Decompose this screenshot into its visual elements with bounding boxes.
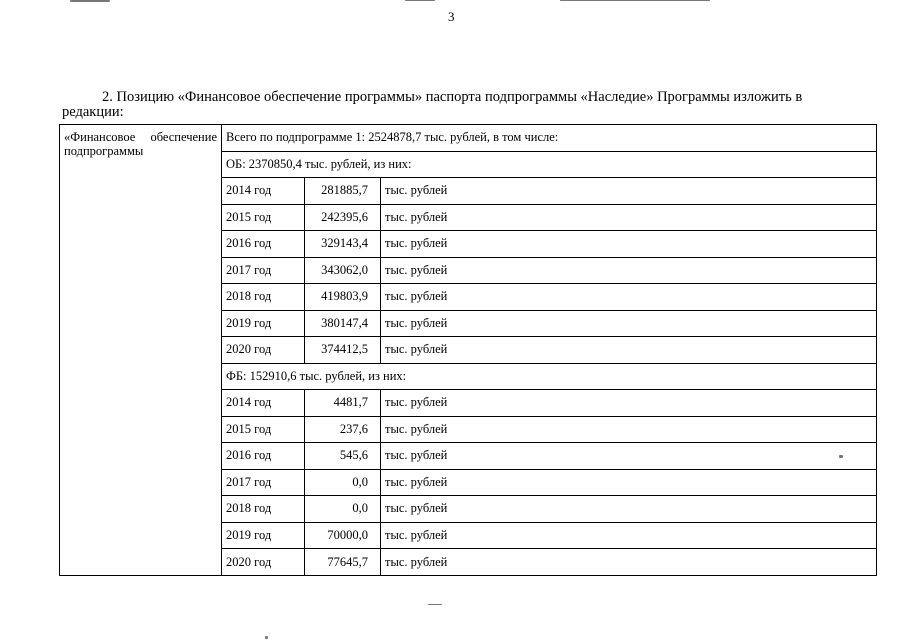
unit-cell: тыс. рублей	[381, 284, 877, 311]
unit-cell: тыс. рублей	[381, 549, 877, 576]
value-cell: 70000,0	[305, 522, 381, 549]
year-cell: 2016 год	[222, 443, 305, 470]
unit-cell: тыс. рублей	[381, 310, 877, 337]
value-cell: 242395,6	[305, 204, 381, 231]
unit-cell: тыс. рублей	[381, 337, 877, 364]
unit-cell: тыс. рублей	[381, 178, 877, 205]
year-cell: 2017 год	[222, 469, 305, 496]
year-cell: 2015 год	[222, 204, 305, 231]
year-cell: 2019 год	[222, 522, 305, 549]
unit-cell: тыс. рублей	[381, 496, 877, 523]
table-row	[60, 125, 877, 152]
year-cell: 2020 год	[222, 549, 305, 576]
year-cell: 2018 год	[222, 284, 305, 311]
year-cell: 2015 год	[222, 416, 305, 443]
value-cell: 380147,4	[305, 310, 381, 337]
scan-mark	[405, 0, 435, 1]
value-cell: 0,0	[305, 496, 381, 523]
year-cell: 2019 год	[222, 310, 305, 337]
unit-cell: тыс. рублей	[381, 231, 877, 258]
intro-paragraph: 2. Позицию «Финансовое обеспечение программы» паспорта подпрограммы «Наследие» Программы изложить в редакции:	[62, 89, 803, 120]
scan-mark	[70, 0, 110, 2]
page-number: 3	[448, 9, 455, 24]
value-cell: 545,6	[305, 443, 381, 470]
unit-cell: тыс. рублей	[381, 416, 877, 443]
unit-cell: тыс. рублей	[381, 469, 877, 496]
unit-cell: тыс. рублей	[381, 443, 877, 470]
scan-mark	[560, 0, 710, 1]
value-cell: 0,0	[305, 469, 381, 496]
scan-mark	[265, 636, 268, 639]
value-cell: 419803,9	[305, 284, 381, 311]
value-cell: 77645,7	[305, 549, 381, 576]
ob-summary-row: ОБ: 2370850,4 тыс. рублей, из них:	[222, 151, 877, 178]
fb-summary-row: ФБ: 152910,6 тыс. рублей, из них:	[222, 363, 877, 390]
value-cell: 237,6	[305, 416, 381, 443]
value-cell: 281885,7	[305, 178, 381, 205]
year-cell: 2017 год	[222, 257, 305, 284]
year-cell: 2014 год	[222, 178, 305, 205]
unit-cell: тыс. рублей	[381, 390, 877, 417]
year-cell: 2020 год	[222, 337, 305, 364]
value-cell: 374412,5	[305, 337, 381, 364]
scan-mark	[428, 604, 442, 605]
unit-cell: тыс. рублей	[381, 522, 877, 549]
year-cell: 2014 год	[222, 390, 305, 417]
unit-cell: тыс. рублей	[381, 204, 877, 231]
value-cell: 4481,7	[305, 390, 381, 417]
unit-cell: тыс. рублей	[381, 257, 877, 284]
year-cell: 2016 год	[222, 231, 305, 258]
value-cell: 343062,0	[305, 257, 381, 284]
position-label-cell	[60, 125, 222, 576]
financing-table	[59, 124, 877, 576]
year-cell: 2018 год	[222, 496, 305, 523]
value-cell: 329143,4	[305, 231, 381, 258]
total-row: Всего по подпрограмме 1: 2524878,7 тыс. рублей, в том числе:	[222, 125, 877, 152]
position-label-line: «Финансовое обеспечение	[64, 130, 217, 144]
position-label-line: подпрограммы	[64, 144, 144, 158]
